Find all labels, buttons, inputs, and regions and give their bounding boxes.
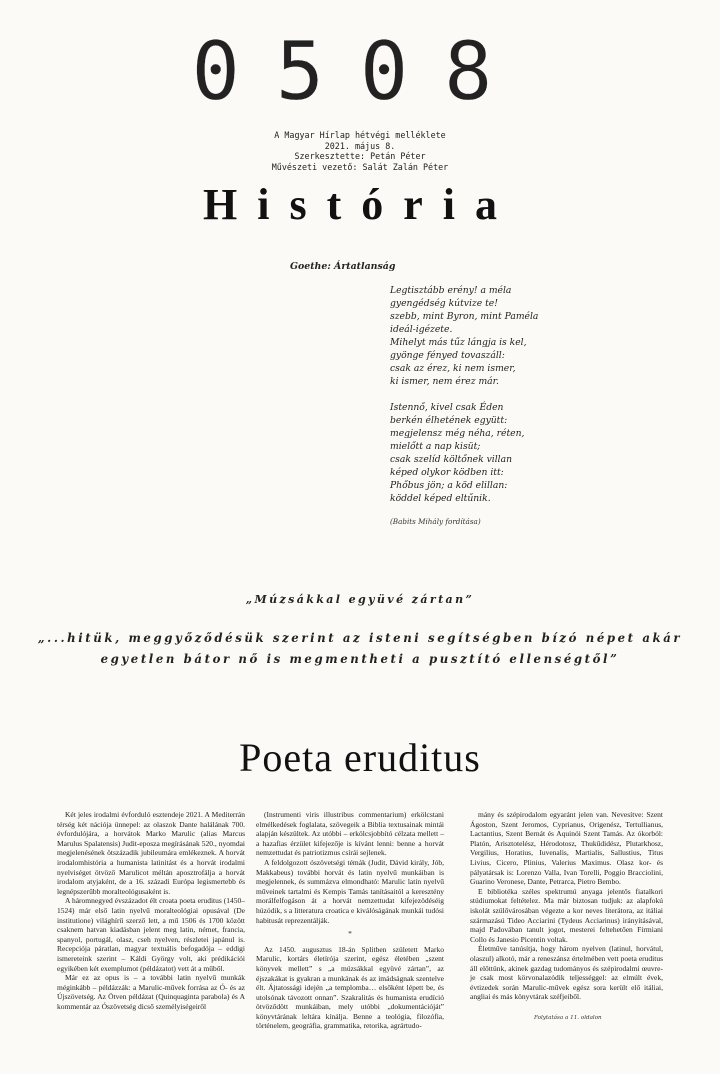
poem-line: ki ismer, nem érez már. xyxy=(390,376,499,387)
poem-line: gyengédség kútvize te! xyxy=(390,298,498,309)
section-title: História xyxy=(203,180,517,229)
poem-line: szebb, mint Byron, mint Paméla xyxy=(390,311,539,322)
pull-quote-line: „...hitük, meggyőződésük szerint az isteni segítségben bízó népet akár xyxy=(37,631,683,645)
poem-credit: (Babits Mihály fordítása) xyxy=(390,517,481,526)
masthead-editor: Szerkesztette: Petán Péter xyxy=(294,151,426,162)
pull-quote-title: „Múzsákkal együvé zártan” xyxy=(245,593,475,606)
poem-line: mielőtt a nap kisüt; xyxy=(390,441,481,452)
masthead-art-director: Művészeti vezető: Salát Zalán Péter xyxy=(271,161,449,172)
section-break: * xyxy=(348,929,352,939)
poem-line: megjelensz még néha, réten, xyxy=(390,428,525,439)
article-paragraph: (Instrumenti viris illustribus commentarium) erkölcstani elmélkedések foglalata, szövegeik a Biblia textusainak mintái alapján készültek. Az utóbbi – erkölcsjobbító célzata mellett – a hazafias érzület kifejezője is kívánt lenni: benne a horvát nemzettudat és patriotizmus csírái sejlenek. xyxy=(256,810,444,858)
poem-line: képed olykor ködben itt: xyxy=(390,467,504,478)
article-paragraph: Két jeles irodalmi évforduló esztendeje 2021. A Mediterrán térség két nációja ünnepel: az olaszok Dante halálának 700. évfordulójára, a horvátok Marko Marulic (alias Marcus Marulus Spalatensis) Judit-eposza megírásának 520., nyomdai megjelenésének ötszázadik jubileumára emlékeznek. A horvát irodalomhistória a humanista latinitást és a horvát irodalmi nyelviséget ötvöző Marulicot méltán aposztrofálja a horvát irodalom atyjaként, de a 16. századi Európa legismertebb és legnépszerűbb moralteológusaként is. xyxy=(57,810,245,896)
poem-line: Phőbus jön; a köd elillan: xyxy=(390,480,508,491)
poem-line: csak az érez, ki nem ismer, xyxy=(390,363,516,374)
article-title: Poeta eruditus xyxy=(239,735,481,780)
article-column-3 xyxy=(470,810,663,1002)
article-paragraph: Életműve tanúsítja, hogy három nyelven (latinul, horvátul, olaszul) alkotó, már a reneszánsz értelmében vett poeta eruditus áll előttünk, akinek gazdag tudományos és szépirodalmi œuvre-je csak most körvonalazódik teljességgel: az elmúlt évek, évtizedek során Marulic-művek egész sora került elő itáliai, angliai és más könyvtárak széfjeiből. xyxy=(470,944,663,1002)
pull-quote xyxy=(0,628,720,670)
poem-line: ideál-igézete. xyxy=(390,324,453,335)
poem-line: berkén élhetének együtt: xyxy=(390,415,508,426)
poem-line: Legtisztább erény! a méla xyxy=(390,285,512,296)
poem-line: csak szelíd költőnek villan xyxy=(390,454,512,465)
poem xyxy=(390,284,538,518)
article-paragraph: Az 1450. augusztus 18-án Splitben született Marko Marulic, kortárs életírója szerint, egész életében „szent könyvek mellett” s „a múzsákkal együvé zártan”, az éjszakákat is gyakran a munkának és az imádságnak szentelve élt. Ájtatossági idején „a templomba… elsőként lépett be, és utolsónak távozott onnan”. Szakralitás és humanista erudíció ötvöződött munkáiban, mely utóbbi „dokumentációját” könyvtárának leltára kínálja. Benne a teológia, filozófia, történelem, geográfia, grammatika, retorika, agrártudo- xyxy=(256,944,444,1031)
issue-number: 0508 xyxy=(191,25,529,118)
masthead-line: A Magyar Hírlap hétvégi melléklete xyxy=(274,130,446,140)
poem-line: Istennő, kivel csak Éden xyxy=(390,402,504,413)
masthead-date: 2021. május 8. xyxy=(324,140,396,151)
article-paragraph: Már ez az opus is – a további latin nyelvű munkák méginkább – példázzák: a Marulic-művek forrása az Ó- és az Újszövetség. Az Ötven példázat (Quinquaginta parabola) és A kommentár az Ószövetség dicső személyiségeiről xyxy=(57,973,245,1011)
article-column-2 xyxy=(256,810,444,1031)
poem-line: köddel képed eltűnik. xyxy=(390,493,491,504)
article-paragraph: E bibliotéka széles spektrumú anyaga jelentős fiatalkori stúdiumokat feltételez. Ma már biztosan tudjuk: az alapfokú iskolát szülővárosában végezte a kor neves literátora, az itáliai származású Tideo Acciarini (Tydeus Acciarinus) irányításával, majd Padovában tanult jogot, mesterei feltehetően Firmiani Collo és Janesio Picentin voltak. xyxy=(470,886,663,944)
article-paragraph: mány és szépirodalom egyaránt jelen van. Nevesítve: Szent Ágoston, Szent Jeromos, Cyprianus, Origenész, Tertullianus, Lactantius, Szent Bernát és Aquinói Szent Tamás. Az ókorból: Platón, Arisztotelész, Hérodotosz, Thukűdidész, Plutarkhosz, Vergilius, Horatius, Iuvenalis, Martialis, Sallustius, Titus Livius, Cicero, Plinius, Valerius Maximus. Olasz kor- és pályatársak is: Lorenzo Valla, Ivan Torelli, Poggio Bracciolini, Guarino Veronese, Dante, Petrarca, Pietro Bembo. xyxy=(470,810,663,887)
poem-stanza xyxy=(390,284,538,388)
poem-line: Mihelyt más tűz lángja is kel, xyxy=(390,337,527,348)
article-paragraph: A feldolgozott ószövetségi témák (Judit, Dávid király, Jób, Makkabeus) további horvát és latin nyelvű munkáiban is megjelennek, és summázva elmondható: Marulic latin nyelvű műveinek tartalmi és Kempis Tamás tanításaitól a keresztény morálfelfogáson át a horvát nemzettudat kifejezödéséig húzódik, s a litteratura croatica e kiválóságának munkái tudósi habitusát reprezentálják. xyxy=(256,857,444,925)
masthead xyxy=(0,130,720,172)
article-paragraph: A háromnegyed évszázadot élt croata poeta eruditus (1450–1524) már első latin nyelvű moralteológiai opusával (De institutione) világhírű szerző lett, a mű 1506 és 1700 között csaknem hatvan kiadásban jelent meg latin, német, francia, spanyol, portugál, olasz, cseh nyelven, részletei japánul is. Recepciója páratlan, magyar textuális befogadója – eddigi ismereteink szerint – Káldi György volt, aki prédikációi egyikében két exemplumot (példázatot) vett át a műből. xyxy=(57,896,245,973)
poem-stanza xyxy=(390,401,538,505)
article-column-1 xyxy=(57,810,245,1011)
poem-line: gyönge fényed tovaszáll: xyxy=(390,350,505,361)
pull-quote-line: egyetlen bátor nő is megmentheti a pusztító ellenségtől” xyxy=(100,652,620,666)
poem-title: Goethe: Ártatlanság xyxy=(290,261,396,272)
continuation-note: Folytatása a 11. oldalon xyxy=(534,1015,602,1021)
